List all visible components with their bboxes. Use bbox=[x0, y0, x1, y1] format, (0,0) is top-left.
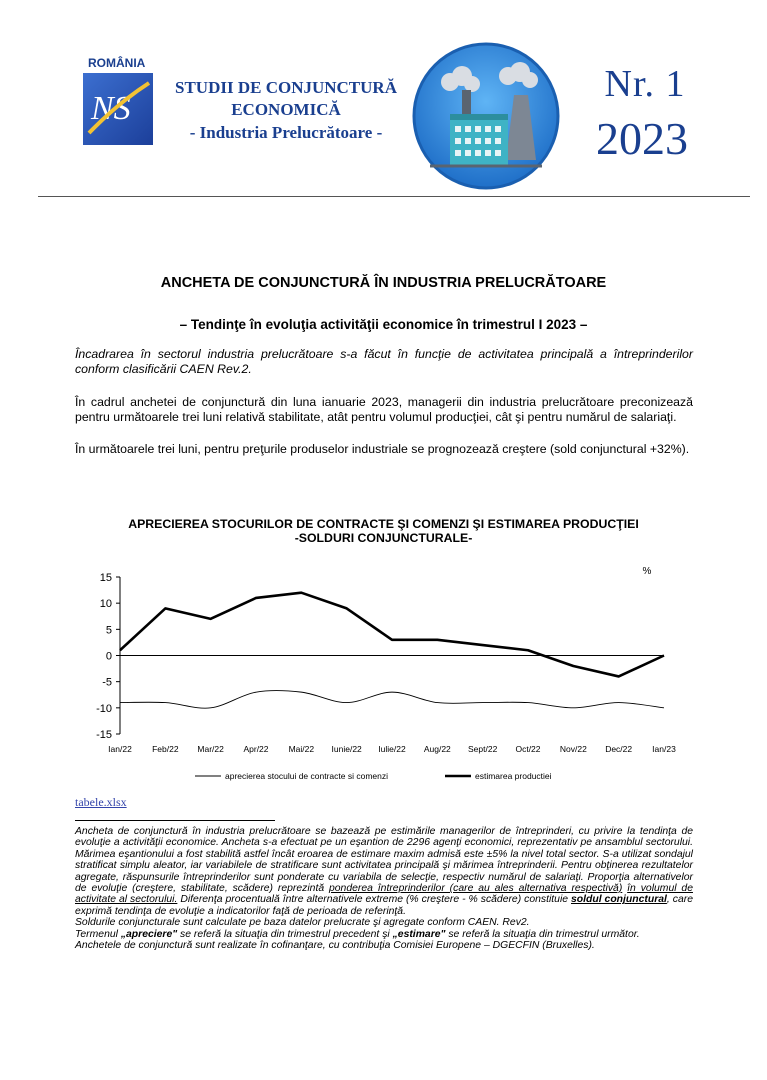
x-tick-label: Mai/22 bbox=[288, 744, 315, 754]
header-title-line3: - Industria Prelucrătoare - bbox=[189, 123, 383, 142]
unit-label: % bbox=[642, 566, 652, 577]
ins-logo bbox=[83, 73, 153, 145]
y-tick-label: 15 bbox=[99, 572, 112, 584]
x-tick-label: Iulie/22 bbox=[378, 744, 406, 754]
x-tick-label: Mar/22 bbox=[197, 744, 224, 754]
x-tick-label: Feb/22 bbox=[152, 744, 179, 754]
footnote-divider bbox=[75, 820, 275, 821]
issue-number: Nr. 1 bbox=[604, 63, 686, 105]
y-tick-label: -10 bbox=[96, 702, 112, 715]
x-tick-label: Apr/22 bbox=[243, 744, 269, 754]
footnote-terms: Termenul „apreciere" se referă la situaţia din trimestrul precedent şi „estimare" se referă la situaţia din trimestrul următor. bbox=[75, 928, 640, 940]
x-tick-label: Oct/22 bbox=[515, 744, 541, 754]
footnote bbox=[75, 826, 693, 951]
chart-subtitle: -SOLDURI CONJUNCTURALE- bbox=[294, 531, 473, 545]
x-tick-label: Ian/22 bbox=[108, 744, 132, 754]
intro-paragraph: Încadrarea în sectorul industria prelucrătoare s-a făcut în funcţie de activitatea principală a întreprinderilor conform clasificării CAEN Rev.2. bbox=[75, 347, 693, 377]
header-divider bbox=[38, 196, 750, 197]
y-tick-label: 10 bbox=[99, 598, 112, 611]
y-tick-label: -5 bbox=[102, 676, 112, 689]
series-line-2 bbox=[120, 593, 664, 677]
y-tick-label: 0 bbox=[105, 650, 112, 663]
header-title-line2: ECONOMICĂ bbox=[231, 100, 341, 119]
page-subtitle: – Tendinţe în evoluţia activităţii economice în trimestrul I 2023 – bbox=[179, 317, 588, 332]
page-title: ANCHETA DE CONJUNCTURĂ ÎN INDUSTRIA PRELUCRĂTOARE bbox=[160, 275, 607, 291]
summary-paragraph-2: În următoarele trei luni, pentru preţurile produselor industriale se prognozează creştere (sold conjunctural +32%). bbox=[75, 442, 690, 456]
header-country: ROMÂNIA bbox=[88, 56, 146, 70]
tables-link[interactable]: tabele.xlsx bbox=[75, 795, 127, 809]
chart-title: APRECIEREA STOCURILOR DE CONTRACTE ŞI COMENZI ŞI ESTIMAREA PRODUCŢIEI bbox=[128, 517, 639, 531]
x-tick-label: Dec/22 bbox=[605, 744, 633, 754]
footnote-methodology: Ancheta de conjunctură în industria prelucrătoare se bazează pe estimările managerilor de întreprinderi, cu privire la tendinţa de evoluţie a activităţii economice. Ancheta s-a efectuat pe un eşantion de 2296 agenţi economici, reprezentativ pe ansamblul sectorului. Mărimea eşantionului a fost stabilită astfel încât eroarea de estimare maxim admisă este ±5% la nivel total sector. S-a utilizat sondajul stratificat simplu aleator, iar variabilele de stratificare sunt activitatea principală şi mărimea întreprinderii. Pentru obţinerea rezultatelor agregate, răspunsurile întreprinderilor sunt ponderate cu variabila de selecţie, respectiv numărul de salariaţi. Proporţia alternativelor de evoluţie (creştere, stabilitate, scădere) reprezintă ponderea întreprinderilor (care au ales alternativa respectivă) în volumul de activitate al sectorului. Diferenţa procentuală între alternativele extreme (% creştere - % scădere) constituie soldul conjunctural, care exprimă tendinţa de evoluţie a indicatorilor faţă de perioada de referinţă. bbox=[75, 826, 693, 917]
y-tick-label: 5 bbox=[105, 624, 112, 637]
factory-emblem-icon bbox=[410, 40, 562, 192]
legend-label-2: estimarea productiei bbox=[475, 771, 552, 781]
y-tick-label: -15 bbox=[96, 729, 112, 741]
footnote-funding: Anchetele de conjunctură sunt realizate în cofinanţare, cu contribuţia Comisiei Europene – DGECFIN (Bruxelles). bbox=[75, 940, 595, 952]
legend-label-1: aprecierea stocului de contracte si comenzi bbox=[225, 771, 388, 781]
x-tick-label: Iunie/22 bbox=[331, 744, 362, 754]
line-chart bbox=[75, 562, 695, 790]
x-tick-label: Sept/22 bbox=[468, 744, 498, 754]
issue-year: 2023 bbox=[596, 113, 688, 164]
svg-text:NS: NS bbox=[91, 90, 131, 127]
x-tick-label: Aug/22 bbox=[423, 744, 451, 754]
key-term-sold: soldul conjunctural bbox=[571, 894, 667, 906]
header-title-line1: STUDII DE CONJUNCTURĂ bbox=[175, 78, 397, 97]
x-tick-label: Ian/23 bbox=[652, 744, 676, 754]
summary-paragraph-1: În cadrul anchetei de conjunctură din luna ianuarie 2023, managerii din industria prelucrătoare preconizează pentru următoarele trei luni relativă stabilitate, atât pentru volumul producţiei, cât şi pentru numărul de salariaţi. bbox=[75, 395, 693, 425]
x-tick-label: Nov/22 bbox=[559, 744, 587, 754]
series-line-1 bbox=[120, 690, 664, 708]
footnote-caen: Soldurile conjuncturale sunt calculate pe baza datelor prelucrate şi agregate conform CAEN. Rev2. bbox=[75, 917, 530, 929]
